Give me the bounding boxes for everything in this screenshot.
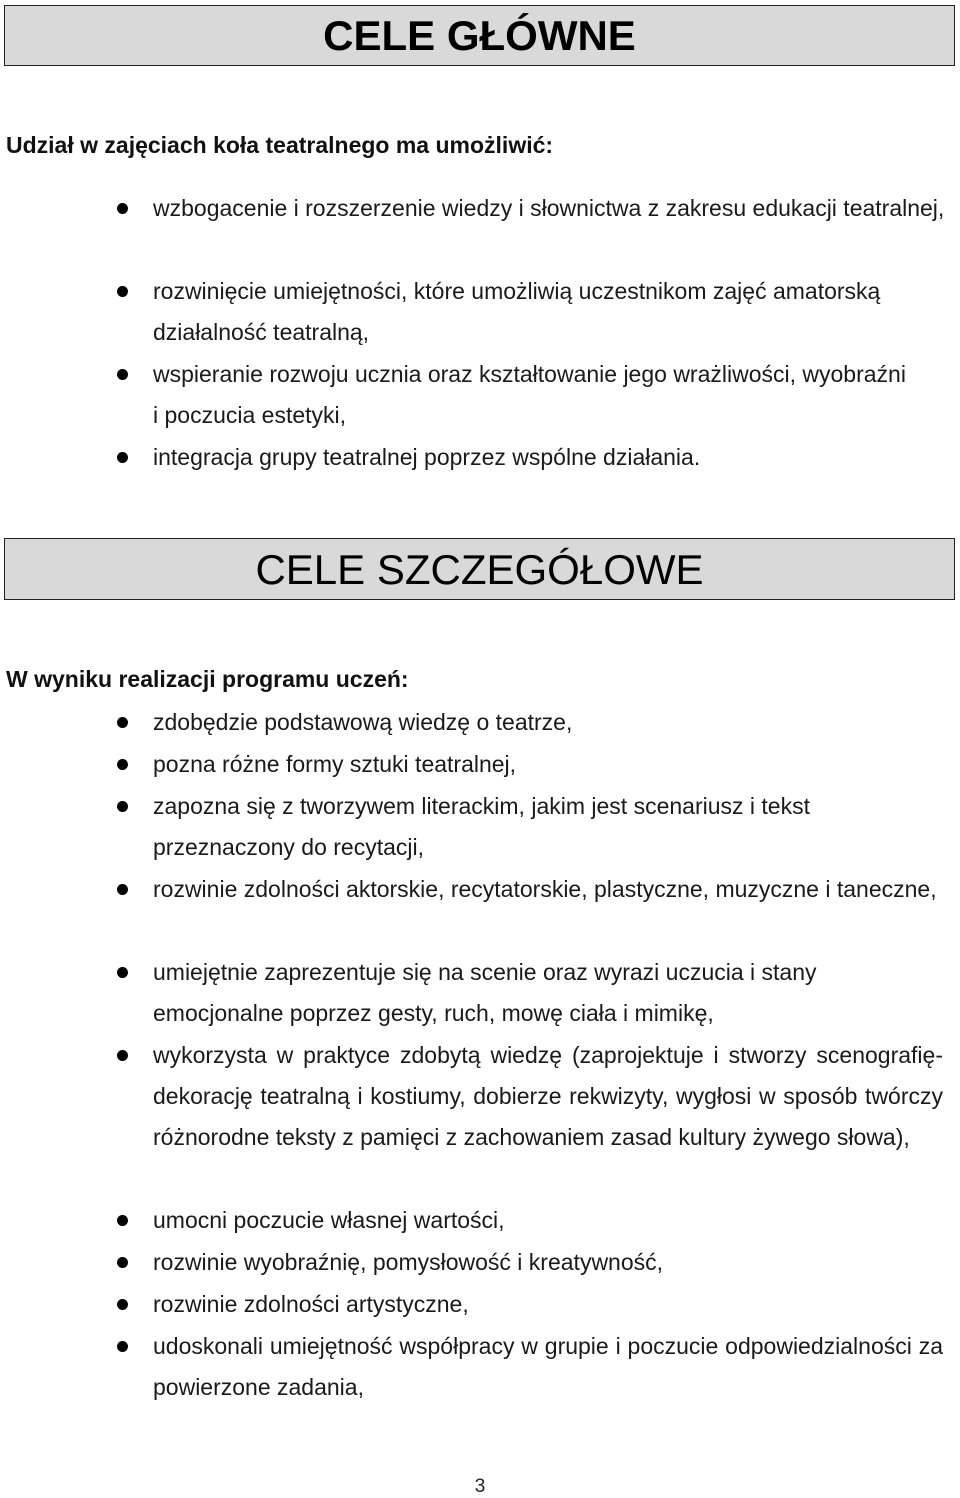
list-item-text: rozwinie zdolności artystyczne, xyxy=(153,1291,469,1317)
list-item xyxy=(153,1284,943,1325)
list-item xyxy=(153,1035,943,1158)
bullet-icon xyxy=(117,884,128,895)
list-item-text: rozwinie zdolności aktorskie, recytatorskie, plastyczne, muzyczne i taneczne, xyxy=(153,876,937,902)
bullet-icon xyxy=(117,203,128,214)
list-item-text: wspieranie rozwoju ucznia oraz kształtowanie jego wrażliwości, wyobraźni i poczucia estetyki, xyxy=(153,361,906,428)
list-item xyxy=(153,1242,943,1283)
list-item-text: zapozna się z tworzywem literackim, jakim jest scenariusz i tekst przeznaczony do recytacji, xyxy=(153,793,810,860)
bullet-icon xyxy=(117,1257,128,1268)
list-item xyxy=(153,354,913,436)
page-number: 3 xyxy=(474,1476,486,1497)
bullet-icon xyxy=(117,286,128,297)
list-item xyxy=(153,952,933,1034)
list-item-text: rozwinięcie umiejętności, które umożliwią uczestnikom zajęć amatorską działalność teatralną, xyxy=(153,278,881,345)
list-item xyxy=(153,786,933,868)
list-item xyxy=(153,437,943,478)
list-item-text: pozna różne formy sztuki teatralnej, xyxy=(153,751,517,777)
bullet-icon xyxy=(117,967,128,978)
bullet-icon xyxy=(117,369,128,380)
bullet-icon xyxy=(117,1050,128,1061)
bullet-icon xyxy=(117,801,128,812)
list-item xyxy=(153,869,943,910)
bullet-icon xyxy=(117,1341,128,1352)
bullet-icon xyxy=(117,1299,128,1310)
list-item-text: integracja grupy teatralnej poprzez wspólne działania. xyxy=(153,444,701,470)
detailed-goals-heading: CELE SZCZEGÓŁOWE xyxy=(4,538,955,600)
list-item xyxy=(153,271,893,353)
main-goals-intro: Udział w zajęciach koła teatralnego ma umożliwić: xyxy=(6,132,554,158)
list-item-text: rozwinie wyobraźnię, pomysłowość i kreatywność, xyxy=(153,1249,664,1275)
list-item-text: umocni poczucie własnej wartości, xyxy=(153,1207,505,1233)
list-item xyxy=(153,1326,943,1408)
main-goals-heading: CELE GŁÓWNE xyxy=(4,5,955,66)
list-item-text: wzbogacenie i rozszerzenie wiedzy i słownictwa z zakresu edukacji teatralnej, xyxy=(153,195,945,221)
list-item xyxy=(153,188,953,229)
list-item xyxy=(153,702,943,743)
bullet-icon xyxy=(117,452,128,463)
list-item-text: zdobędzie podstawową wiedzę o teatrze, xyxy=(153,709,573,735)
list-item-text: wykorzysta w praktyce zdobytą wiedzę (zaprojektuje i stworzy scenografię- dekorację teatralną i kostiumy, dobierze rekwizyty, wygłosi w sposób twórczy różnorodne teksty z pamięci z zachowaniem zasad kultury żywego słowa), xyxy=(153,1042,943,1150)
bullet-icon xyxy=(117,1215,128,1226)
list-item-text: udoskonali umiejętność współpracy w grupie i poczucie odpowiedzialności za powierzone zadania, xyxy=(153,1333,943,1400)
bullet-icon xyxy=(117,717,128,728)
list-item-text: umiejętnie zaprezentuje się na scenie oraz wyrazi uczucia i stany emocjonalne poprzez gesty, ruch, mowę ciała i mimikę, xyxy=(153,959,817,1026)
detailed-goals-intro: W wyniku realizacji programu uczeń: xyxy=(6,666,409,692)
list-item xyxy=(153,744,943,785)
bullet-icon xyxy=(117,759,128,770)
list-item xyxy=(153,1200,943,1241)
